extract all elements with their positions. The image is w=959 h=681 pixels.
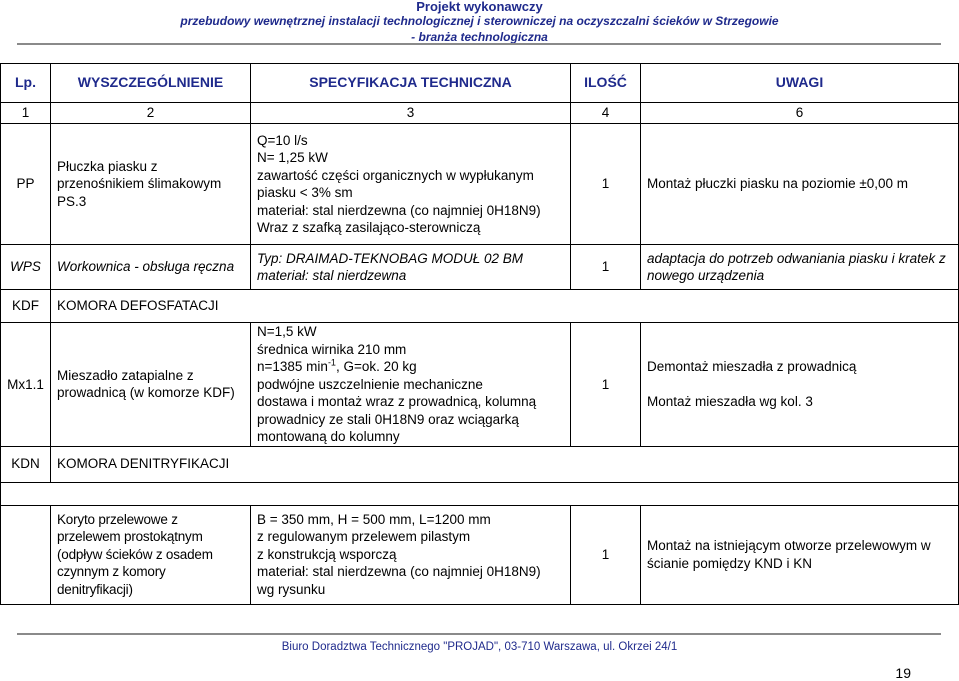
spec-line: Typ: DRAIMAD-TEKNOBAG MODUŁ 02 BM bbox=[257, 250, 524, 266]
spec-line: Wraz z szafką zasilająco-sterowniczą bbox=[257, 220, 481, 235]
table-row-pp bbox=[1, 124, 959, 245]
spec-line: podwójne uszczelnienie mechaniczne bbox=[257, 376, 483, 392]
spec-part: , G=ok. 20 kg bbox=[335, 359, 417, 374]
header-lp: Lp. bbox=[1, 64, 51, 103]
row-qty: 1 bbox=[571, 245, 641, 290]
header-subtitle: przebudowy wewnętrznej instalacji technologicznej i sterowniczej na oczyszczalni ścieków w Strzegowie bbox=[180, 14, 779, 28]
section-title: KOMORA DENITRYFIKACJI bbox=[51, 446, 959, 482]
row-spec bbox=[251, 124, 571, 245]
page-number: 19 bbox=[895, 665, 911, 681]
row-name: Workownica - obsługa ręczna bbox=[51, 245, 251, 290]
row-notes bbox=[641, 323, 959, 447]
spec-line: z regulowanym przelewem pilastym bbox=[257, 529, 471, 545]
col-number: 6 bbox=[641, 103, 959, 124]
table-row-mx bbox=[1, 323, 959, 447]
section-code: KDN bbox=[1, 446, 51, 482]
row-notes: adaptacja do potrzeb odwaniania piasku i kratek z nowego urządzenia bbox=[641, 245, 959, 290]
section-title: KOMORA DEFOSFATACJI bbox=[51, 290, 959, 323]
row-qty: 1 bbox=[571, 505, 641, 604]
row-qty: 1 bbox=[571, 124, 641, 245]
col-number: 4 bbox=[571, 103, 641, 124]
spec-line: N= 1,25 kW bbox=[257, 150, 328, 165]
spec-line: materiał: stal nierdzewna bbox=[257, 268, 407, 283]
note-line: Demontaż mieszadła z prowadnicą bbox=[647, 359, 857, 375]
row-notes: Montaż na istniejącym otworze przelewowym w ścianie pomiędzy KND i KN bbox=[641, 505, 959, 604]
spec-line bbox=[257, 358, 564, 376]
header-notes: UWAGI bbox=[641, 64, 959, 103]
spec-line: materiał: stal nierdzewna (co najmniej 0H18N9) bbox=[257, 202, 541, 218]
row-lp: PP bbox=[1, 124, 51, 245]
spec-line: zawartość części organicznych w wypłukanym piasku < 3% sm bbox=[257, 167, 534, 200]
col-number: 1 bbox=[1, 103, 51, 124]
spec-line: materiał: stal nierdzewna (co najmniej 0H18N9) bbox=[257, 564, 541, 580]
gap-cell bbox=[1, 482, 959, 505]
column-number-row bbox=[1, 103, 959, 124]
spec-part: n=1385 min bbox=[257, 359, 328, 374]
header-title: Projekt wykonawczy bbox=[416, 0, 543, 14]
row-lp: WPS bbox=[1, 245, 51, 290]
section-code: KDF bbox=[1, 290, 51, 323]
spec-line: z konstrukcją wsporczą bbox=[257, 546, 397, 562]
header-spec: SPECYFIKACJA TECHNICZNA bbox=[251, 64, 571, 103]
table-header-row bbox=[1, 64, 959, 103]
section-row-kdf bbox=[1, 290, 959, 323]
spec-line: N=1,5 kW bbox=[257, 324, 317, 339]
row-qty: 1 bbox=[571, 323, 641, 447]
section-row-kdn bbox=[1, 446, 959, 482]
header-qty: ILOŚĆ bbox=[571, 64, 641, 103]
note-line: Montaż mieszadła wg kol. 3 bbox=[647, 393, 813, 409]
spec-line: wg rysunku bbox=[257, 581, 326, 597]
row-spec bbox=[251, 323, 571, 447]
row-name: Koryto przelewowe z przelewem prostokątnym (odpływ ścieków z osadem czynnym z komory denitryfikacji) bbox=[51, 505, 251, 604]
row-name: Mieszadło zatapialne z prowadnicą (w komorze KDF) bbox=[51, 323, 251, 447]
col-number: 2 bbox=[51, 103, 251, 124]
footer-rule bbox=[17, 633, 941, 635]
spec-line: B = 350 mm, H = 500 mm, L=1200 mm bbox=[257, 511, 491, 527]
document-header bbox=[0, 0, 959, 46]
row-spec bbox=[251, 505, 571, 604]
spec-exponent: -1 bbox=[327, 357, 336, 368]
specification-table bbox=[0, 63, 959, 605]
spec-line: dostawa i montaż wraz z prowadnicą, kolumną prowadnicy ze stali 0H18N9 oraz wciągarką montowaną do kolumny bbox=[257, 394, 537, 444]
row-notes: Montaż płuczki piasku na poziomie ±0,00 m bbox=[641, 124, 959, 245]
header-branch: - branża technologiczna bbox=[411, 30, 548, 44]
row-spec bbox=[251, 245, 571, 290]
footer-text: Biuro Doradztwa Technicznego "PROJAD", 03-710 Warszawa, ul. Okrzei 24/1 bbox=[281, 641, 678, 653]
header-name: WYSZCZEGÓLNIENIE bbox=[51, 64, 251, 103]
spec-line: Q=10 l/s bbox=[257, 132, 308, 148]
row-lp bbox=[1, 505, 51, 604]
spec-line: średnica wirnika 210 mm bbox=[257, 341, 407, 357]
row-lp: Mx1.1 bbox=[1, 323, 51, 447]
table-row-koryto bbox=[1, 505, 959, 604]
col-number: 3 bbox=[251, 103, 571, 124]
row-name: Płuczka piasku z przenośnikiem ślimakowym PS.3 bbox=[51, 124, 251, 245]
table-gap bbox=[1, 482, 959, 505]
table-row-wps bbox=[1, 245, 959, 290]
header-rule bbox=[17, 43, 941, 45]
